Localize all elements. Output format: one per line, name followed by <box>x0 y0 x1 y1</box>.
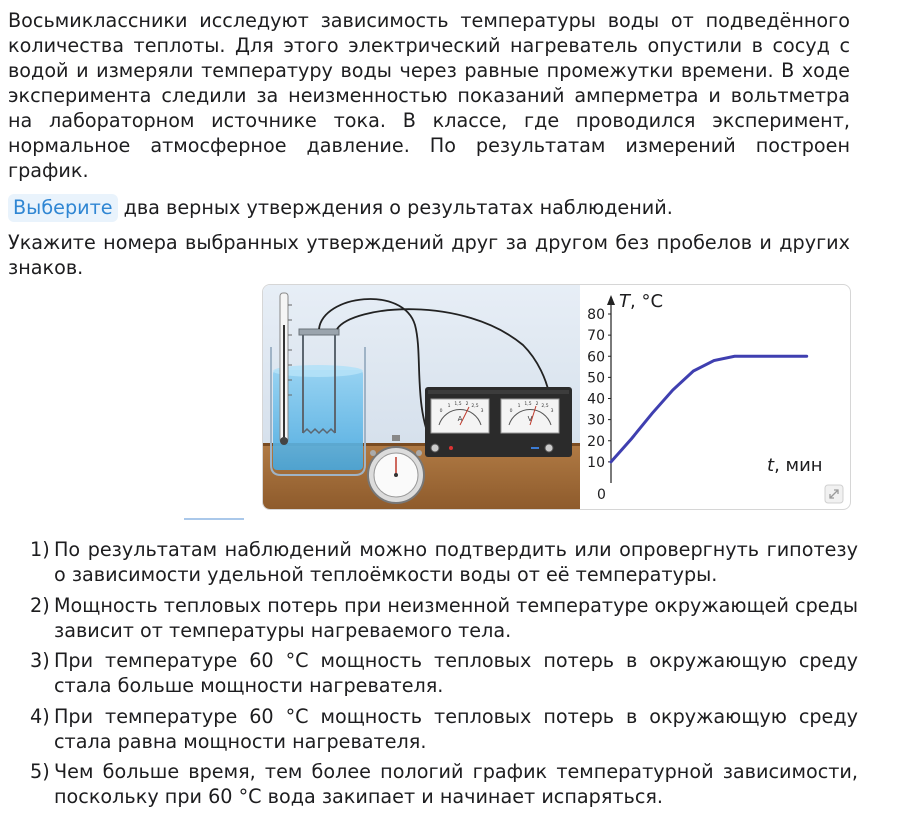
option-text: По результатам наблюдений можно подтвердить или опровергнуть гипотезу о зависимости удельной теплоёмкости воды от её температуры. <box>54 538 858 586</box>
y-tick-label: 40 <box>587 391 605 408</box>
option-number: 2) <box>30 593 50 617</box>
x-axis-label <box>767 455 823 476</box>
voltmeter-scale-label: 2,5 <box>541 404 549 409</box>
y-tick-label: 80 <box>587 307 605 323</box>
y-axis-label <box>619 291 663 312</box>
x-axis-variable: t <box>767 455 775 476</box>
ammeter-scale-label: 2,5 <box>471 404 479 409</box>
ammeter-scale-label: 2 <box>465 402 469 407</box>
temperature-chart <box>581 285 850 509</box>
terminal-plus <box>431 444 439 452</box>
select-chip[interactable]: Выберите <box>8 194 118 222</box>
experiment-illustration <box>263 285 580 509</box>
y-axis-arrow <box>607 295 615 305</box>
voltmeter-scale-label: 1 <box>517 404 521 409</box>
option-item <box>30 537 858 587</box>
answer-field-underline[interactable] <box>184 518 244 520</box>
temperature-curve <box>611 356 807 462</box>
y-tick-label: 20 <box>587 433 605 450</box>
options-list <box>30 537 858 815</box>
option-item <box>30 648 858 698</box>
y-tick-label: 60 <box>587 349 605 366</box>
ammeter-scale-label: 3 <box>480 409 484 414</box>
x-axis-unit: , мин <box>774 455 823 476</box>
minus-indicator <box>531 447 539 449</box>
option-number: 4) <box>30 704 50 728</box>
option-number: 3) <box>30 649 50 672</box>
origin-label: 0 <box>597 487 606 503</box>
option-item <box>30 759 858 809</box>
ammeter-scale-label: 1 <box>447 404 451 409</box>
voltmeter-scale-label: 3 <box>550 409 554 414</box>
voltmeter-label: V <box>527 415 533 423</box>
plus-indicator <box>449 446 453 450</box>
experiment-figure <box>262 284 851 510</box>
expand-icon[interactable] <box>825 485 843 503</box>
option-text: При температуре 60 °С мощность тепловых потерь в окружающую среду стала равна мощности нагревателя. <box>54 704 858 753</box>
y-axis-variable: T <box>619 291 630 312</box>
y-tick-label: 70 <box>587 328 605 345</box>
option-text: Мощность тепловых потерь при неизменной температуре окружающей среды зависит от температуры нагреваемого тела. <box>54 593 858 642</box>
select-instruction <box>8 194 673 222</box>
y-ticks <box>587 307 611 471</box>
problem-text: Восьмиклассники исследуют зависимость температуры воды от подведённого количества теплоты. Для этого электрический нагреватель опустили в сосуд с водой и измеряли температуру воды через равные промежутки времени. В ходе эксперимента следили за неизменностью показаний амперметра и вольтметра на лабораторном источнике тока. В классе, где проводился эксперимент, нормальное атмосферное давление. По результатам измерений построен график. <box>8 9 850 182</box>
voltmeter-scale-label: 0 <box>509 409 513 414</box>
power-supply <box>425 387 572 457</box>
y-tick-label: 50 <box>587 370 605 387</box>
select-instruction-text: два верных утверждения о результатах наблюдений. <box>123 196 673 219</box>
terminal-minus <box>545 444 553 452</box>
voltmeter-scale-label: 2 <box>535 402 539 407</box>
option-item <box>30 704 858 754</box>
option-number: 1) <box>30 538 50 561</box>
y-tick-label: 30 <box>587 412 605 429</box>
answer-instruction: Укажите номера выбранных утверждений друг за другом без пробелов и других знаков. <box>8 231 850 279</box>
y-axis-unit: , °C <box>630 291 664 312</box>
y-tick-label: 10 <box>587 454 605 471</box>
option-item <box>30 593 858 643</box>
ammeter-label: A <box>457 415 463 423</box>
ammeter-scale-label: 1,5 <box>454 402 462 407</box>
option-number: 5) <box>30 760 50 783</box>
ammeter-scale-label: 0 <box>439 409 443 414</box>
voltmeter-scale-label: 1,5 <box>524 402 532 407</box>
option-text: Чем больше время, тем более пологий график температурной зависимости, поскольку при 60 °С вода закипает и начинает испаряться. <box>54 760 858 808</box>
option-text: При температуре 60 °С мощность тепловых потерь в окружающую среду стала больше мощности нагревателя. <box>54 649 858 697</box>
